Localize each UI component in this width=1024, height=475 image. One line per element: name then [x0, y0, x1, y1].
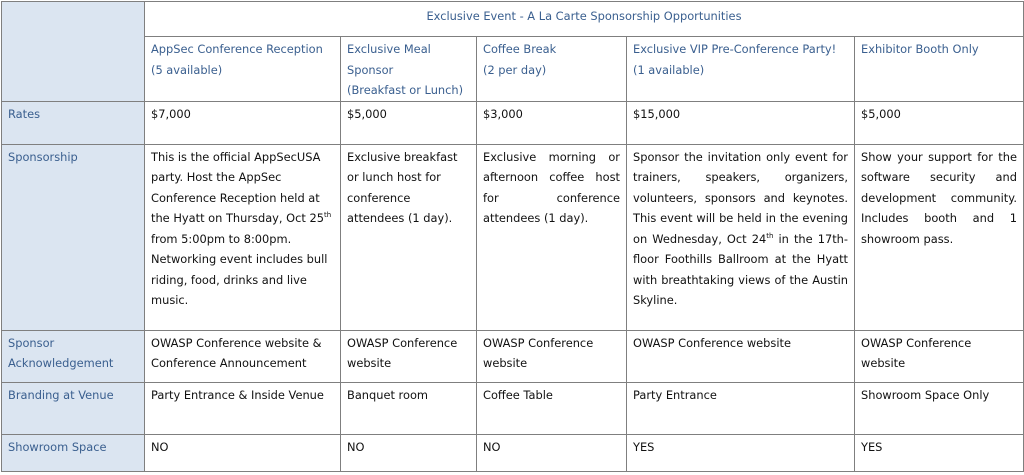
showroom-cell: NO	[477, 434, 627, 471]
rate-cell: $3,000	[477, 101, 627, 144]
sponsorship-text: in the 17th-floor Foothills Ballroom at the Hyatt with breathtaking views of the Austin Skyline.	[633, 231, 849, 307]
sponsorship-cell-meal: Exclusive breakfast or lunch host for conference attendees (1 day).	[341, 144, 477, 330]
row-label-sponsorship: Sponsorship	[2, 144, 145, 330]
row-label-showroom: Showroom Space	[2, 434, 145, 471]
acknowledgement-cell: OWASP Conference website	[341, 330, 477, 382]
column-availability: (5 available)	[151, 62, 223, 77]
column-header-vip	[627, 37, 855, 102]
column-name: Exhibitor Booth Only	[861, 42, 979, 56]
sponsorship-cell-coffee: Exclusive morning or afternoon coffee host for conference attendees (1 day).	[477, 144, 627, 330]
acknowledgement-cell: OWASP Conference website	[855, 330, 1024, 382]
showroom-cell: YES	[855, 434, 1024, 471]
column-header-reception	[145, 37, 341, 102]
column-name: Coffee Break	[483, 42, 557, 56]
column-header-coffee	[477, 37, 627, 102]
showroom-cell: NO	[341, 434, 477, 471]
rate-cell: $5,000	[855, 101, 1024, 144]
column-availability: (1 available)	[633, 62, 705, 77]
branding-cell: Banquet room	[341, 382, 477, 434]
acknowledgement-cell: OWASP Conference website	[627, 330, 855, 382]
column-availability: (2 per day)	[483, 62, 547, 77]
column-name: Exclusive Meal	[347, 42, 431, 56]
branding-cell: Party Entrance & Inside Venue	[145, 382, 341, 434]
showroom-cell: YES	[627, 434, 855, 471]
column-header-booth	[855, 37, 1024, 102]
corner-cell	[2, 2, 145, 102]
acknowledgement-cell: OWASP Conference website & Conference Announcement	[145, 330, 341, 382]
ordinal-suffix: th	[323, 211, 332, 220]
ordinal-suffix: th	[766, 231, 774, 240]
sponsorship-cell-booth: Show your support for the software security and development community. Includes booth and 1 showroom pass.	[855, 144, 1024, 330]
branding-cell: Party Entrance	[627, 382, 855, 434]
row-label-branding: Branding at Venue	[2, 382, 145, 434]
column-availability: (Breakfast or Lunch)	[347, 83, 464, 97]
column-header-meal	[341, 37, 477, 102]
row-label-acknowledgement	[2, 330, 145, 382]
showroom-cell: NO	[145, 434, 341, 471]
sponsorship-text: Sponsor the invitation only event for trainers, speakers, organizers, volunteers, sponsors and keynotes. This event will be held in the evening on Wednesday, Oct 24	[633, 149, 848, 246]
acknowledgement-cell: OWASP Conference website	[477, 330, 627, 382]
sponsorship-text: from 5:00pm to 8:00pm. Networking event includes bull riding, food, drinks and live music.	[151, 231, 328, 307]
table-row	[2, 330, 1024, 382]
table-title: Exclusive Event - A La Carte Sponsorship Opportunities	[145, 2, 1024, 37]
column-name: Exclusive VIP Pre-Conference Party!	[633, 42, 837, 56]
table-row	[2, 101, 1024, 144]
rate-cell: $15,000	[627, 101, 855, 144]
row-label-text: Acknowledgement	[8, 356, 114, 370]
row-label-rates: Rates	[2, 101, 145, 144]
column-header-row	[2, 37, 1024, 102]
sponsorship-table	[1, 1, 1024, 472]
row-label-text: Sponsor	[8, 335, 55, 350]
table-row	[2, 434, 1024, 471]
sponsorship-cell-reception	[145, 144, 341, 330]
column-name-cont: Sponsor	[347, 62, 394, 77]
table-row	[2, 382, 1024, 434]
column-name: AppSec Conference Reception	[151, 42, 323, 56]
sponsorship-text: This is the official AppSecUSA party. Host the AppSec Conference Reception held at the Hyatt on Thursday, Oct 25	[151, 149, 324, 225]
branding-cell: Showroom Space Only	[855, 382, 1024, 434]
rate-cell: $5,000	[341, 101, 477, 144]
branding-cell: Coffee Table	[477, 382, 627, 434]
table-row	[2, 144, 1024, 330]
title-row	[2, 2, 1024, 37]
sponsorship-cell-vip	[627, 144, 855, 330]
rate-cell: $7,000	[145, 101, 341, 144]
